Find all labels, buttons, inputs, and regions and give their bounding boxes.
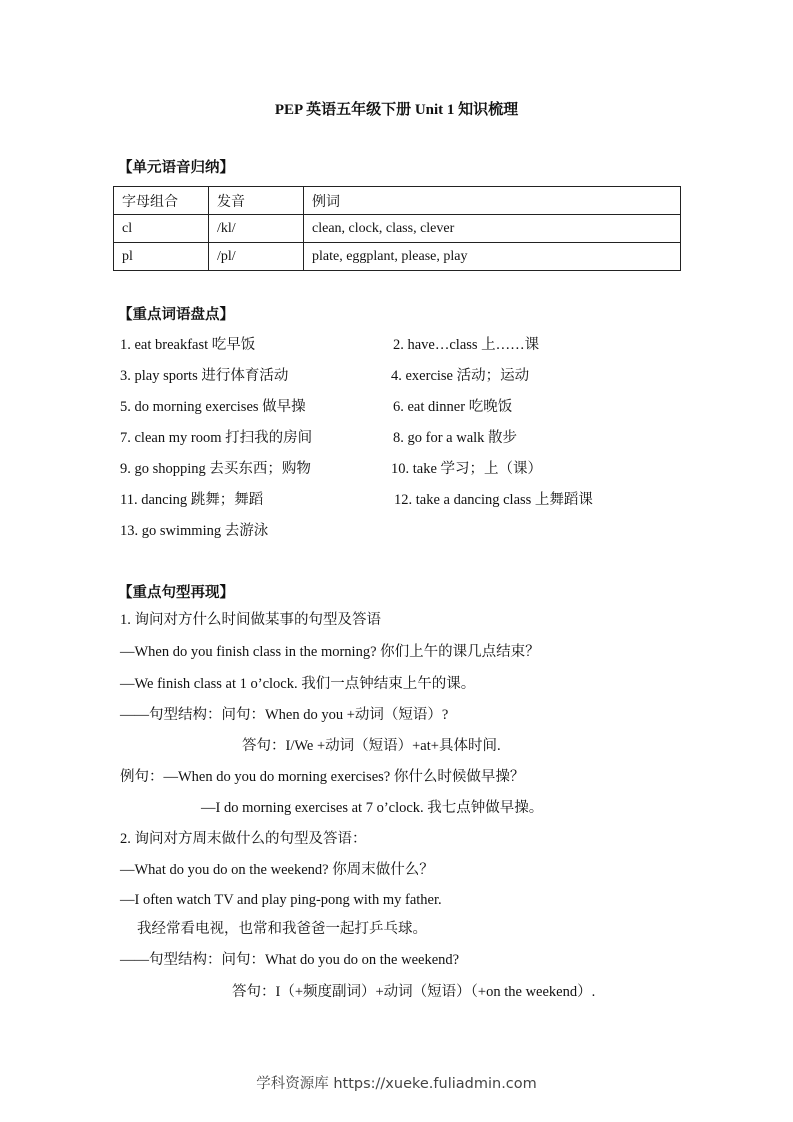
table-header-cell: 发音 bbox=[209, 187, 304, 215]
vocab-item: 7. clean my room 打扫我的房间 bbox=[120, 430, 313, 446]
sentence-line: 1. 询问对方什么时间做某事的句型及答语 bbox=[120, 612, 381, 628]
vocab-item: 4. exercise 活动；运动 bbox=[391, 368, 530, 384]
sentences-heading: 【重点句型再现】 bbox=[118, 585, 234, 601]
sentence-line: —When do you finish class in the morning? 你们上午的课几点结束？ bbox=[120, 644, 540, 660]
page-title: PEP 英语五年级下册 Unit 1 知识梳理 bbox=[274, 102, 519, 118]
table-cell: /pl/ bbox=[209, 243, 304, 271]
phonics-heading: 【单元语音归纳】 bbox=[118, 160, 234, 176]
table-row bbox=[114, 243, 681, 271]
vocab-heading: 【重点词语盘点】 bbox=[118, 307, 234, 323]
vocab-item: 13. go swimming 去游泳 bbox=[120, 523, 269, 539]
sentence-line: ——句型结构：问句：When do you +动词（短语）? bbox=[120, 707, 449, 723]
table-cell: /kl/ bbox=[209, 215, 304, 243]
vocab-item: 1. eat breakfast 吃早饭 bbox=[120, 337, 256, 353]
vocab-item: 5. do morning exercises 做早操 bbox=[120, 399, 306, 415]
sentence-line: 答句：I（+频度副词）+动词（短语）（+on the weekend）. bbox=[232, 984, 596, 1000]
phonics-table bbox=[113, 186, 681, 271]
table-cell: clean, clock, class, clever bbox=[304, 215, 681, 243]
table-cell: plate, eggplant, please, play bbox=[304, 243, 681, 271]
sentence-line: —We finish class at 1 o’clock. 我们一点钟结束上午的课。 bbox=[120, 676, 476, 692]
vocab-item: 9. go shopping 去买东西；购物 bbox=[120, 461, 311, 477]
sentence-line: ——句型结构：问句：What do you do on the weekend? bbox=[120, 952, 460, 968]
footer-watermark: 学科资源库 https://xueke.fuliadmin.com bbox=[256, 1076, 537, 1092]
sentence-line: —What do you do on the weekend? 你周末做什么？ bbox=[120, 862, 434, 878]
sentence-line: —I do morning exercises at 7 o’clock. 我七点钟做早操。 bbox=[201, 800, 544, 816]
table-cell: pl bbox=[114, 243, 209, 271]
sentence-line: 答句：I/We +动词（短语）+at+具体时间. bbox=[242, 738, 501, 754]
table-header-cell: 字母组合 bbox=[114, 187, 209, 215]
vocab-item: 10. take 学习；上（课） bbox=[391, 461, 543, 477]
vocab-item: 2. have…class 上……课 bbox=[393, 337, 540, 353]
vocab-item: 12. take a dancing class 上舞蹈课 bbox=[394, 492, 593, 508]
table-header-cell: 例词 bbox=[304, 187, 681, 215]
sentence-line: 我经常看电视，也常和我爸爸一起打乒乓球。 bbox=[137, 921, 427, 937]
table-header-row bbox=[114, 187, 681, 215]
vocab-item: 8. go for a walk 散步 bbox=[393, 430, 518, 446]
sentence-line: 2. 询问对方周末做什么的句型及答语： bbox=[120, 831, 367, 847]
table-row bbox=[114, 215, 681, 243]
table-cell: cl bbox=[114, 215, 209, 243]
sentence-line: 例句：—When do you do morning exercises? 你什么时候做早操？ bbox=[120, 769, 525, 785]
vocab-item: 3. play sports 进行体育活动 bbox=[120, 368, 289, 384]
vocab-item: 6. eat dinner 吃晚饭 bbox=[393, 399, 513, 415]
vocab-item: 11. dancing 跳舞；舞蹈 bbox=[120, 492, 264, 508]
sentence-line: —I often watch TV and play ping-pong with my father. bbox=[120, 892, 442, 908]
